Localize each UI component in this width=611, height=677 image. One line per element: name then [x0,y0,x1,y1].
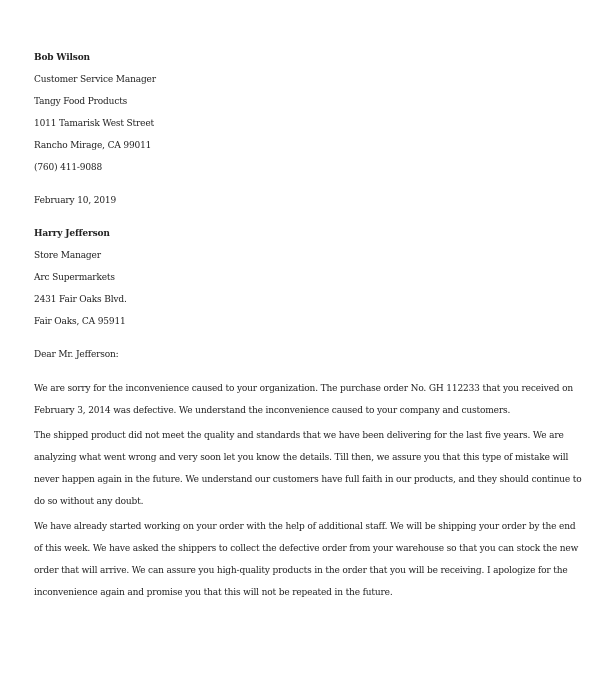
sender-title: Customer Service Manager [34,75,156,85]
sender-city: Rancho Mirage, CA 99011 [34,141,152,151]
salutation: Dear Mr. Jefferson: [34,350,119,360]
spacer [34,338,594,349]
sender-phone: (760) 411-9088 [34,163,103,173]
recipient-block [34,228,594,338]
sender-block [34,52,594,184]
spacer [34,184,594,195]
body-paragraph-3: We have already started working on your order with the help of additional staff. We will be shipping your order by the end of this week. We have asked the shippers to collect the defective order from your warehouse so that you can stock the new order that will arrive. We can assure you high-quality products in the order that you will be receiving. I apologize for the inconvenience again and promise you that this will not be repeated in the future. [34,522,579,598]
sender-name: Bob Wilson [34,53,90,63]
sender-company: Tangy Food Products [34,97,128,107]
body-paragraph-1: We are sorry for the inconvenience caused to your organization. The purchase order No. GH 112233 that you received on February 3, 2014 was defective. We understand the inconvenience caused to your company and customers. [34,384,574,416]
letter-date: February 10, 2019 [34,196,117,206]
spacer [34,217,594,228]
recipient-city: Fair Oaks, CA 95911 [34,317,126,327]
body-paragraph-2: The shipped product did not meet the quality and standards that we have been delivering for the last five years. We are analyzing what went wrong and very soon let you know the details. Till then, we assure you that this type of mistake will never happen again in the future. We understand our customers have full faith in our products, and they should continue to do so without any doubt. [34,431,582,507]
recipient-name: Harry Jefferson [34,229,110,239]
recipient-company: Arc Supermarkets [34,273,115,283]
recipient-street: 2431 Fair Oaks Blvd. [34,295,127,305]
recipient-title: Store Manager [34,251,101,261]
letter [34,52,594,611]
sender-street: 1011 Tamarisk West Street [34,119,154,129]
